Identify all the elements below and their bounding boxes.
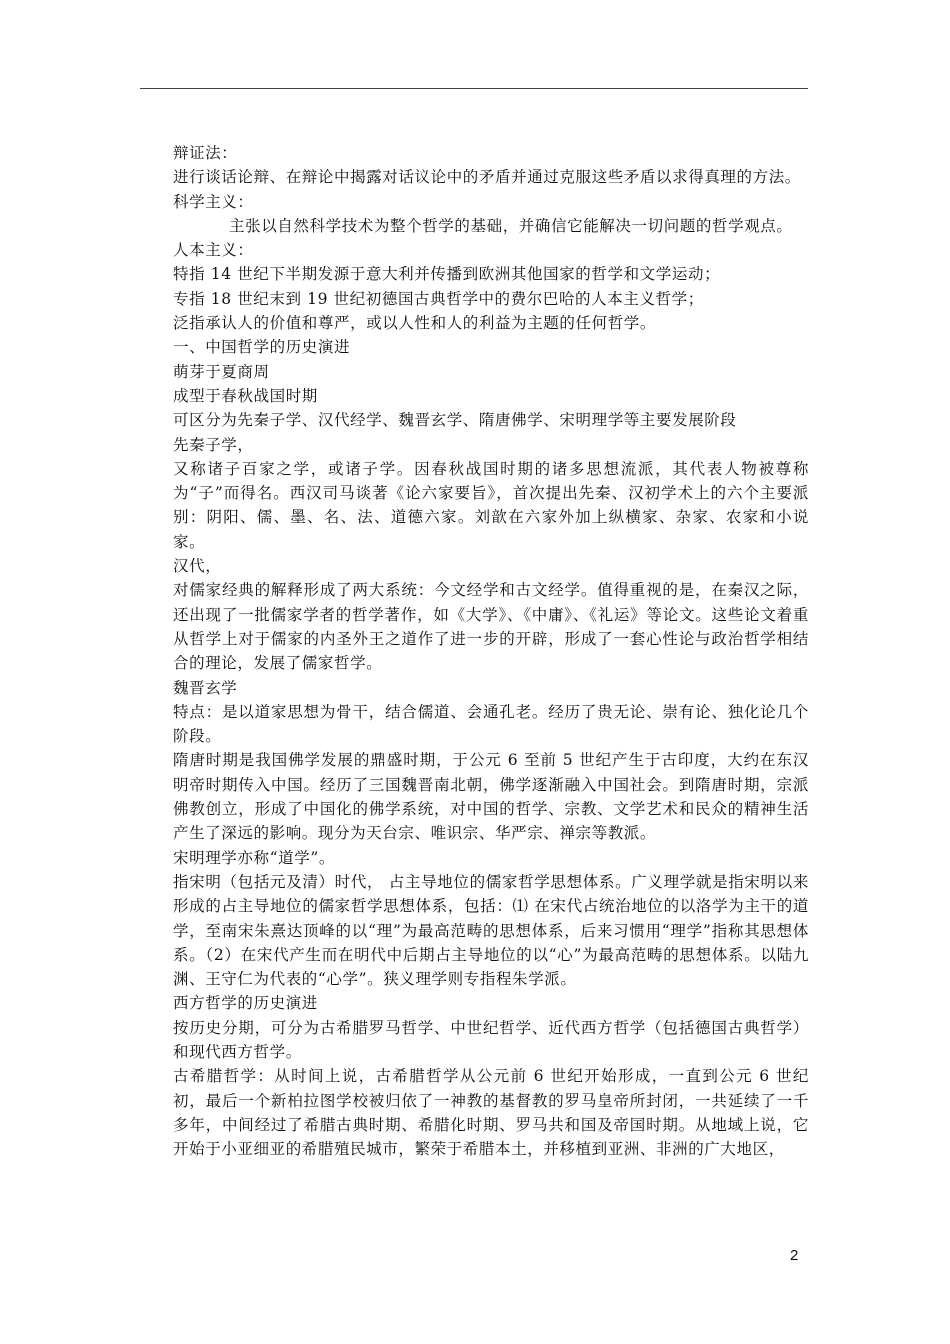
term-dialectics-heading: 辩证法： — [173, 144, 238, 162]
term-humanism-specific: 特指 14 世纪下半期发源于意大利并传播到欧洲其他国家的哲学和文学运动； — [173, 265, 721, 284]
term-scientism-heading: 科学主义： — [173, 192, 254, 211]
chinese-formation-line: 成型于春秋战国时期 — [173, 386, 318, 405]
section-western-philosophy-heading: 西方哲学的历史演进 — [173, 994, 318, 1013]
chinese-stages-line: 可区分为先秦子学、汉代经学、魏晋玄学、隋唐佛学、宋明理学等主要发展阶段 — [173, 411, 737, 430]
song-ming-paragraph: 指宋明（包括元及清）时代， 占主导地位的儒家哲学思想体系。广义理学就是指宋明以来形成的占主导地位的儒家哲学思想体系，包括：⑴ 在宋代占统治地位的以洛学为主干的道学，至南宋朱熹达顶峰的以“理”为最高范畴的思想体系，后来习惯用“理学”指称其思想体系。（2）在宋代产生而在明代中后期占主导地位的以“心”为最高范畴的思想体系。以陆九渊、王守仁为代表的“心学”。狭义理学则专指程朱学派。 — [173, 872, 809, 989]
term-humanism-special: 专指 18 世纪末到 19 世纪初德国古典哲学中的费尔巴哈的人本主义哲学； — [173, 289, 704, 308]
term-humanism-general: 泛指承认人的价值和尊严，或以人性和人的利益为主题的任何哲学。 — [173, 314, 657, 333]
page-number: 2 — [790, 1247, 799, 1264]
term-humanism-heading: 人本主义： — [173, 241, 254, 260]
header-rule — [140, 88, 808, 89]
song-ming-heading: 宋明理学亦称“道学”。 — [173, 848, 335, 867]
han-dynasty-heading: 汉代， — [173, 557, 222, 576]
wei-jin-paragraph: 特点：是以道家思想为骨干，结合儒道、会通孔老。经历了贵无论、崇有论、独化论几个阶段。 — [173, 702, 809, 746]
western-periods-paragraph: 按历史分期，可分为古希腊罗马哲学、中世纪哲学、近代西方哲学（包括德国古典哲学）和现代西方哲学。 — [173, 1018, 809, 1061]
pre-qin-heading: 先秦子学， — [173, 435, 254, 454]
ancient-greek-paragraph: 古希腊哲学：从时间上说，古希腊哲学从公元前 6 世纪开始形成，一直到公元 6 世纪初，最后一个新柏拉图学校被归依了一神教的基督教的罗马皇帝所封闭，一共延续了一千多年，中间经过了希腊古典时期、希腊化时期、罗马共和国及帝国时期。从地域上说，它开始于小亚细亚的希腊殖民城市，繁荣于希腊本土，并移植到亚洲、非洲的广大地区， — [173, 1067, 809, 1159]
document-body — [173, 141, 809, 1161]
term-scientism-definition: 主张以自然科学技术为整个哲学的基础，并确信它能解决一切问题的哲学观点。 — [229, 216, 793, 235]
sui-tang-paragraph: 隋唐时期是我国佛学发展的鼎盛时期，于公元 6 至前 5 世纪产生于古印度，大约在东汉明帝时期传入中国。经历了三国魏晋南北朝，佛学逐渐融入中国社会。到隋唐时期，宗派佛教创立，形成了中国化的佛学系统，对中国的哲学、宗教、文学艺术和民众的精神生活产生了深远的影响。现分为天台宗、唯识宗、华严宗、禅宗等教派。 — [173, 751, 809, 843]
section-chinese-philosophy-heading: 一、中国哲学的历史演进 — [173, 338, 351, 357]
han-dynasty-paragraph: 对儒家经典的解释形成了两大系统：今文经学和古文经学。值得重视的是，在秦汉之际，还出现了一批儒家学者的哲学著作，如《大学》、《中庸》、《礼运》等论文。这些论文着重从哲学上对于儒家的内圣外王之道作了进一步的开辟，形成了一套心性论与政治哲学相结合的理论，发展了儒家哲学。 — [173, 581, 809, 673]
wei-jin-heading: 魏晋玄学 — [173, 678, 238, 697]
chinese-origin-line: 萌芽于夏商周 — [173, 362, 270, 381]
term-dialectics-definition: 进行谈话论辩、在辩论中揭露对话议论中的矛盾并通过克服这些矛盾以求得真理的方法。 — [173, 168, 801, 187]
pre-qin-paragraph: 又称诸子百家之学，或诸子学。因春秋战国时期的诸多思想流派，其代表人物被尊称为“子”而得名。西汉司马谈著《论六家要旨》，首次提出先秦、汉初学术上的六个主要派别：阴阳、儒、墨、名、法、道德六家。刘歆在六家外加上纵横家、杂家、农家和小说家。 — [173, 459, 809, 551]
